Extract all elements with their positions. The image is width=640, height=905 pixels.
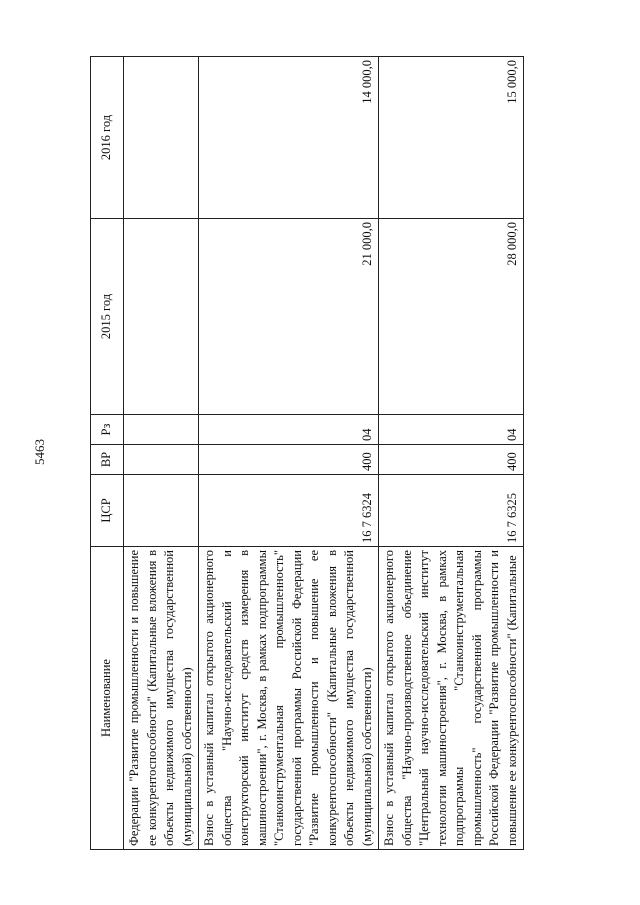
row-rz: 04: [199, 415, 379, 445]
table-header-row: [91, 57, 124, 850]
budget-table: [90, 56, 524, 850]
row-2015: 21 000,0: [199, 219, 379, 415]
row-csr: [124, 475, 199, 547]
row-2015: 28 000,0: [379, 219, 524, 415]
table-row: [379, 57, 524, 850]
row-vr: 400: [379, 445, 524, 475]
row-2016: 15 000,0: [379, 57, 524, 219]
row-2016: [124, 57, 199, 219]
row-2015: [124, 219, 199, 415]
rotated-table-container: [90, 50, 610, 850]
row-rz: [124, 415, 199, 445]
row-rz: 04: [379, 415, 524, 445]
row-2016: 14 000,0: [199, 57, 379, 219]
table-row: [124, 57, 199, 850]
header-vr: ВР: [91, 445, 124, 475]
page-number: 5463: [32, 439, 47, 465]
row-name: Взнос в уставный капитал открытого акционерного общества "Научно-производственное объединение "Центральный научно-исследовательский институт технологии машиностроения", г. Москва, в рамках подпрограммы "Станкоинструментальная промышленность" государственной программы Российской Федерации "Развитие промышленности и повышение ее конкурентоспособности" (Капитальные: [379, 547, 524, 850]
row-name: Взнос в уставный капитал открытого акционерного общества "Научно-исследовательский и конструкторский институт средств измерения в машиностроении", г. Москва, в рамках подпрограммы "Станкоинструментальная промышленность" государственной программы Российской Федерации "Развитие промышленности и повышение ее конкурентоспособности" (Капитальные вложения в объекты недвижимого имущества государственной (муниципальной) собственности): [199, 547, 379, 850]
row-csr: 16 7 6324: [199, 475, 379, 547]
header-name: Наименование: [91, 547, 124, 850]
header-2015: 2015 год: [91, 219, 124, 415]
row-vr: [124, 445, 199, 475]
row-vr: 400: [199, 445, 379, 475]
table-row: [199, 57, 379, 850]
row-name: Федерации "Развитие промышленности и повышение ее конкурентоспособности" (Капитальные вложения в объекты недвижимого имущества государственной (муниципальной) собственности): [124, 547, 199, 850]
header-rz: Рз: [91, 415, 124, 445]
row-csr: 16 7 6325: [379, 475, 524, 547]
header-csr: ЦСР: [91, 475, 124, 547]
header-2016: 2016 год: [91, 57, 124, 219]
